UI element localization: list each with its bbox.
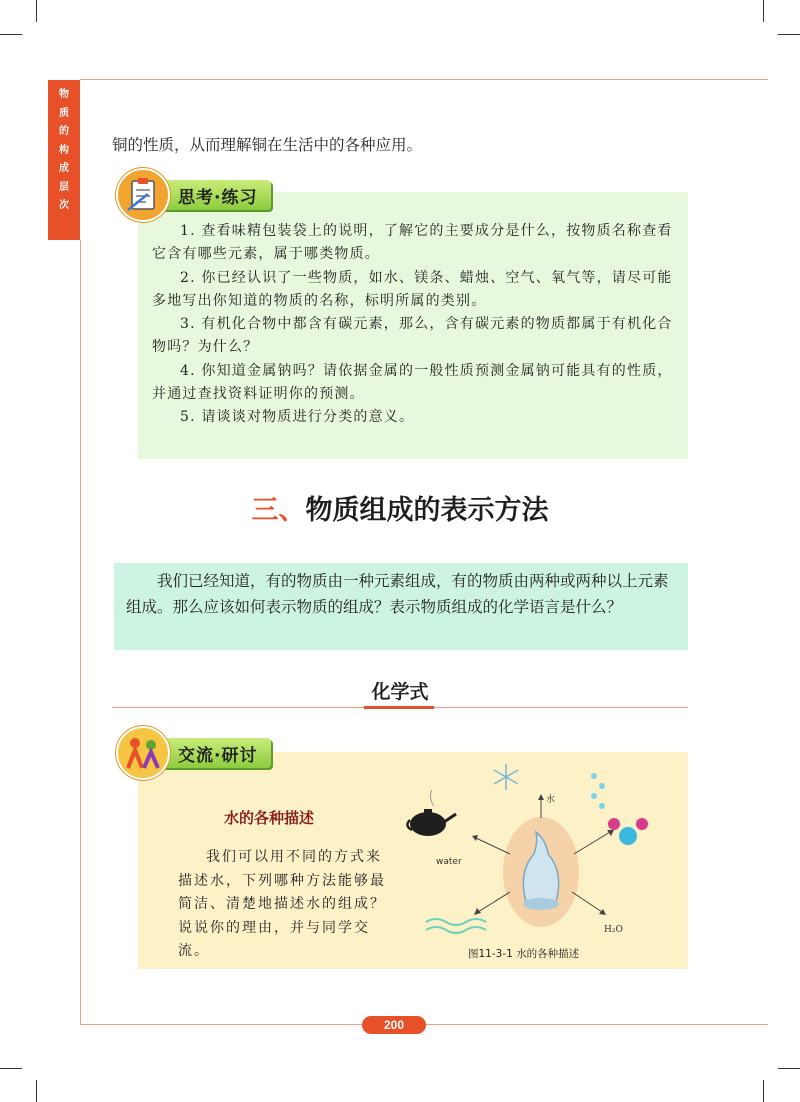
crop-mark	[36, 0, 37, 22]
section-heading	[0, 488, 800, 527]
side-tab-char: 构	[59, 144, 69, 156]
crop-mark	[763, 0, 764, 22]
crop-mark	[36, 1080, 37, 1102]
discussion-box	[138, 752, 688, 969]
water-molecule-icon	[608, 818, 648, 845]
waves-icon	[426, 919, 486, 933]
discussion-title: 水的各种描述	[224, 809, 315, 827]
continuation-text: 铜的性质，从而理解铜在生活中的各种应用。	[112, 136, 423, 154]
exercise-item: 4. 你知道金属钠吗？请依据金属的一般性质预测金属钠可能具有的性质，并通过查找资料证明你的预测。	[152, 362, 673, 403]
crop-mark	[0, 34, 22, 35]
figure-caption: 图11-3-1 水的各种描述	[468, 948, 580, 960]
clipboard-icon	[116, 168, 170, 222]
people-icon	[116, 726, 170, 780]
water-descriptions-figure	[406, 762, 676, 962]
think-practice-box	[138, 192, 688, 459]
section-title-text: 物质组成的表示方法	[305, 495, 549, 526]
chapter-side-tab	[48, 80, 80, 240]
section-number: 三、	[251, 495, 306, 526]
side-tab-char: 物	[59, 89, 69, 100]
water-pool-icon	[523, 898, 559, 910]
crop-mark	[778, 1068, 800, 1069]
exercise-item: 3. 有机化合物中都含有碳元素，那么，含有碳元素的物质都属于有机化合物吗？为什么？	[152, 316, 673, 356]
left-margin-rule	[80, 240, 81, 1025]
exercise-item: 5. 请谈谈对物质进行分类的意义。	[180, 409, 415, 426]
side-tab-char: 次	[59, 200, 69, 211]
think-practice-badge	[116, 168, 271, 222]
intro-text: 我们已经知道，有的物质由一种元素组成，有的物质由两种或两种以上元素组成。那么应该如何表示物质的组成？表示物质组成的化学语言是什么？	[126, 572, 669, 616]
exercise-item: 1. 查看味精包装袋上的说明，了解它的主要成分是什么，按物质名称查看它含有哪些元素，属于哪类物质。	[152, 223, 673, 263]
side-tab-char: 层	[59, 181, 69, 193]
top-rule	[80, 79, 768, 80]
droplets-icon	[591, 773, 605, 809]
label-formula: H₂O	[604, 925, 623, 935]
crop-mark	[778, 34, 800, 35]
label-water: water	[436, 857, 462, 867]
label-shui: 水	[546, 795, 556, 805]
intro-box	[114, 563, 688, 650]
side-tab-char: 成	[59, 163, 69, 174]
side-tab-char: 质	[59, 107, 69, 119]
badge-label: 思考·练习	[156, 180, 271, 210]
discussion-text: 我们可以用不同的方式来描述水，下列哪种方法能够最简洁、清楚地描述水的组成？说说你的理由，并与同学交流。	[178, 849, 386, 959]
snowflake-icon	[494, 764, 518, 790]
subsection-heading: 化学式	[371, 681, 429, 703]
discussion-badge	[116, 726, 271, 780]
teapot-icon	[407, 790, 456, 836]
page-number: 200	[362, 1016, 426, 1034]
side-tab-char: 的	[59, 126, 69, 137]
crop-mark	[0, 1068, 22, 1069]
crop-mark	[763, 1080, 764, 1102]
subsection-rule-accent	[364, 706, 434, 709]
exercise-item: 2. 你已经认识了一些物质，如水、镁条、蜡烛、空气、氧气等，请尽可能多地写出你知道的物质的名称，标明所属的类别。	[152, 269, 673, 309]
badge-label: 交流·研讨	[156, 738, 271, 768]
